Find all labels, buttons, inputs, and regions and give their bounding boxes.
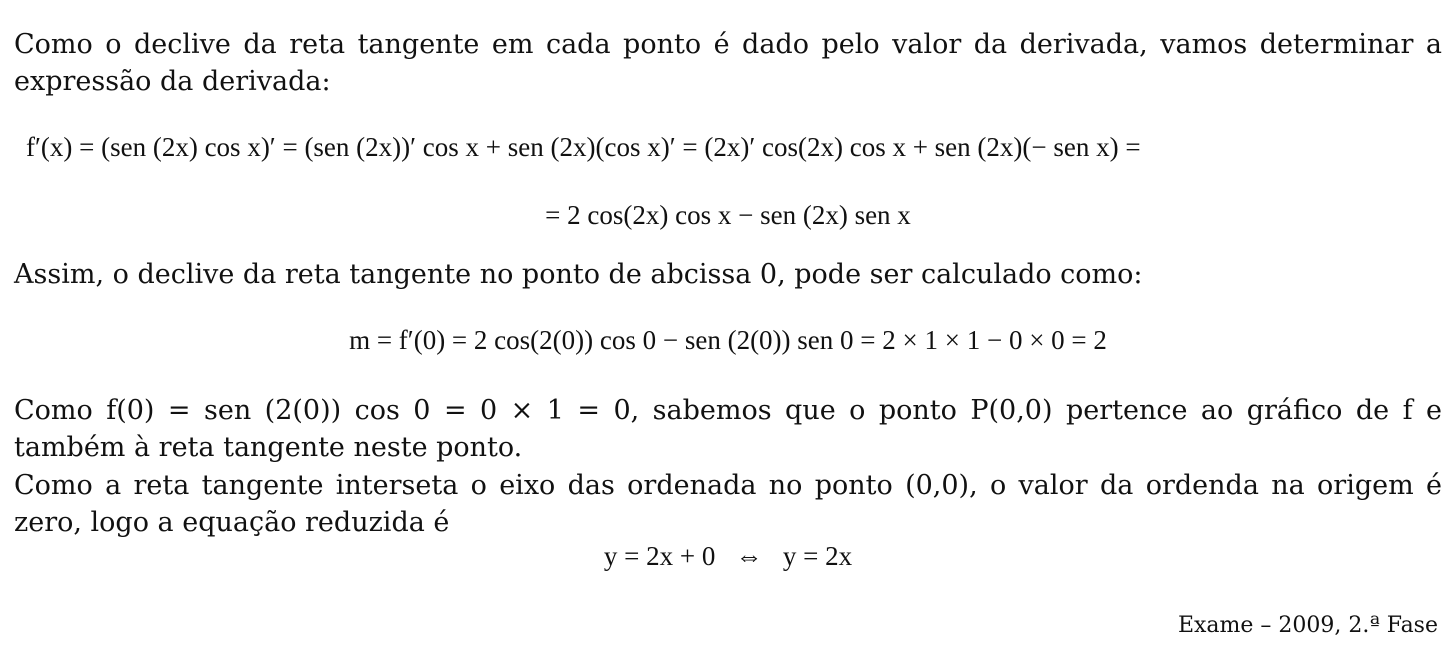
intro-paragraph: Como o declive da reta tangente em cada ponto é dado pelo valor da derivada, vamos determinar a expressão da derivada: xyxy=(14,29,1442,97)
derivative-equation-line-2: = 2 cos(2x) cos x − sen (2x) sen x xyxy=(545,200,911,230)
derivative-equation-line-1: f′(x) = (sen (2x) cos x)′ = (sen (2x))′ cos x + sen (2x)(cos x)′ = (2x)′ cos(2x) cos x + sen (2x)(− sen x) = xyxy=(26,132,1141,162)
slope-equation: m = f′(0) = 2 cos(2(0)) cos 0 − sen (2(0)) sen 0 = 2 × 1 × 1 − 0 × 0 = 2 xyxy=(349,325,1107,355)
source-citation: Exame – 2009, 2.ª Fase xyxy=(1177,613,1438,638)
slope-intro-paragraph: Assim, o declive da reta tangente no ponto de abcissa 0, pode ser calculado como: xyxy=(14,259,1143,290)
tangent-line-equation: y = 2x + 0 ⇔ y = 2x xyxy=(603,541,853,571)
point-paragraph: Como f(0) = sen (2(0)) cos 0 = 0 × 1 = 0, sabemos que o ponto P(0,0) pertence ao gráfico de f e também à reta tangente neste ponto. xyxy=(14,395,1442,463)
intercept-paragraph: Como a reta tangente interseta o eixo das ordenada no ponto (0,0), o valor da ordenda na origem é zero, logo a equação reduzida é xyxy=(14,470,1442,538)
